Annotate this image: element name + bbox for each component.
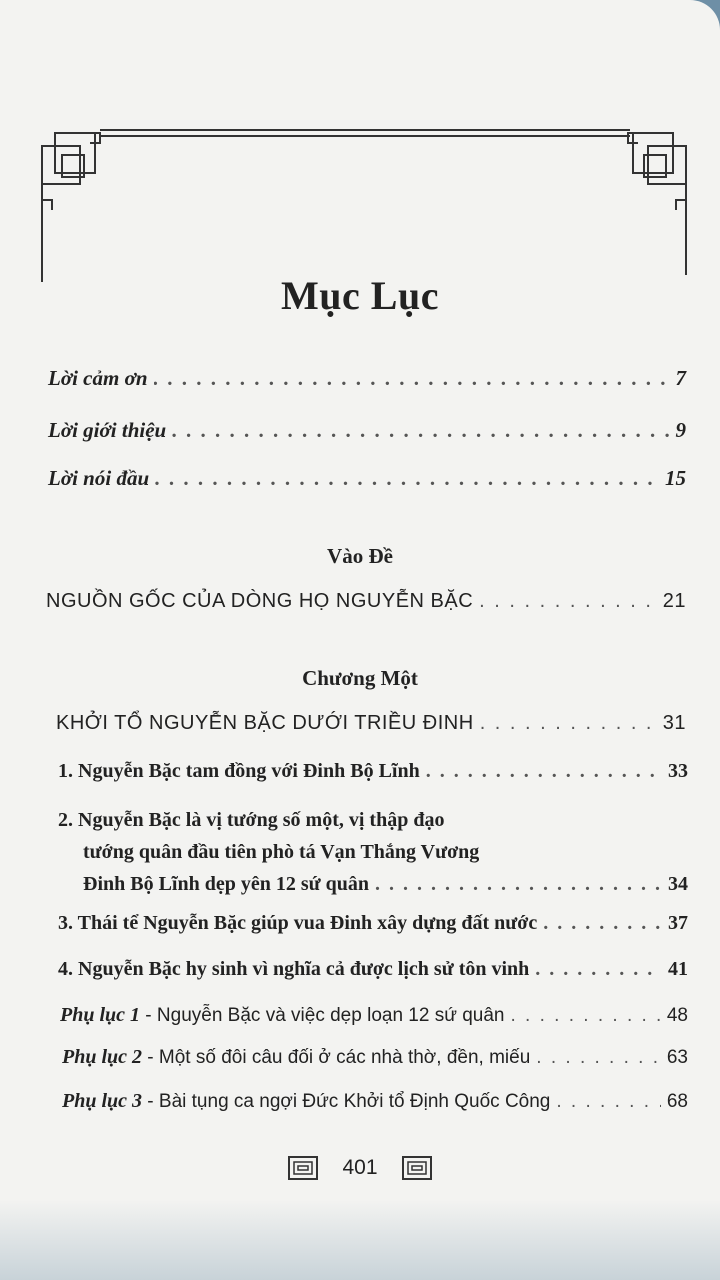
appendix-title: - Một số đôi câu đối ở các nhà thờ, đền, miếu xyxy=(142,1047,531,1068)
toc-item-4[interactable] xyxy=(58,958,688,981)
toc-appendix-2[interactable] xyxy=(62,1046,688,1069)
toc-entry-foreword[interactable] xyxy=(48,466,686,491)
toc-item-page: 37 xyxy=(668,912,688,934)
toc-item-line: tướng quân đầu tiên phò tá Vạn Thắng Vương xyxy=(83,841,480,863)
toc-appendix-1[interactable] xyxy=(60,1004,688,1027)
page-footer xyxy=(0,1156,720,1180)
dot-leader xyxy=(536,1047,661,1069)
toc-item-3[interactable] xyxy=(58,912,688,935)
toc-item-line: 2. Nguyễn Bặc là vị tướng số một, vị thập đạo xyxy=(58,809,445,831)
dot-leader xyxy=(479,590,657,613)
appendix-page: 48 xyxy=(666,1005,688,1026)
toc-entry-acknowledgements[interactable] xyxy=(48,366,686,391)
ornament-right-icon xyxy=(402,1156,432,1180)
appendix-title: - Bài tụng ca ngợi Đức Khởi tổ Định Quốc Công xyxy=(142,1091,551,1112)
dot-leader xyxy=(426,760,662,783)
toc-item-label: 1. Nguyễn Bặc tam đồng với Đinh Bộ Lĩnh xyxy=(58,760,420,782)
appendix-label: Phụ lục 2 xyxy=(62,1046,143,1068)
toc-item-1[interactable] xyxy=(58,760,688,783)
toc-entry-introduction[interactable] xyxy=(48,418,686,443)
toc-entry-page: 7 xyxy=(675,366,686,390)
toc-item-page: 41 xyxy=(668,958,688,980)
dot-leader xyxy=(543,912,662,935)
page-title: Mục Lục xyxy=(281,273,439,318)
page-number: 401 xyxy=(342,1156,378,1179)
dot-leader xyxy=(535,958,662,981)
toc-entry-page: 21 xyxy=(662,590,686,612)
toc-item-label: 3. Thái tể Nguyễn Bặc giúp vua Đinh xây dựng đất nước xyxy=(58,912,538,934)
toc-entry-page: 15 xyxy=(665,466,686,490)
toc-entry-origin[interactable] xyxy=(46,590,686,613)
toc-entry-page: 9 xyxy=(675,418,686,442)
dot-leader xyxy=(154,366,670,391)
toc-entry-label: Lời giới thiệu xyxy=(48,418,167,442)
appendix-title: - Nguyễn Bặc và việc dẹp loạn 12 sứ quân xyxy=(140,1005,505,1026)
toc-entry-label: Lời nói đầu xyxy=(48,466,150,490)
dot-leader xyxy=(556,1091,660,1113)
chapter-heading-one: Chương Một xyxy=(302,666,418,690)
dot-leader xyxy=(510,1005,660,1027)
toc-entry-chapter-one[interactable] xyxy=(56,712,686,735)
toc-appendix-3[interactable] xyxy=(62,1090,688,1113)
dot-leader xyxy=(155,466,659,491)
toc-item-2[interactable] xyxy=(58,804,688,900)
toc-item-label: 4. Nguyễn Bặc hy sinh vì nghĩa cả được lịch sử tôn vinh xyxy=(58,958,530,980)
dot-leader xyxy=(172,418,669,443)
toc-item-line: Đinh Bộ Lĩnh dẹp yên 12 sứ quân xyxy=(83,873,370,895)
toc-entry-label: KHỞI TỔ NGUYỄN BẶC DƯỚI TRIỀU ĐINH xyxy=(56,712,474,734)
appendix-label: Phụ lục 3 xyxy=(62,1090,143,1112)
appendix-label: Phụ lục 1 xyxy=(60,1004,141,1026)
toc-item-page: 33 xyxy=(668,760,688,782)
dot-leader xyxy=(480,712,657,735)
toc-entry-page: 31 xyxy=(662,712,686,734)
toc-item-page: 34 xyxy=(668,873,688,895)
dot-leader xyxy=(375,868,662,900)
section-heading-vao-de: Vào Đề xyxy=(327,544,393,568)
decorative-frame xyxy=(0,0,720,300)
ornament-left-icon xyxy=(288,1156,318,1180)
toc-entry-label: Lời cảm ơn xyxy=(48,366,148,390)
appendix-page: 68 xyxy=(666,1091,688,1112)
toc-entry-label: NGUỒN GỐC CỦA DÒNG HỌ NGUYỄN BẶC xyxy=(46,590,474,612)
appendix-page: 63 xyxy=(666,1047,688,1068)
